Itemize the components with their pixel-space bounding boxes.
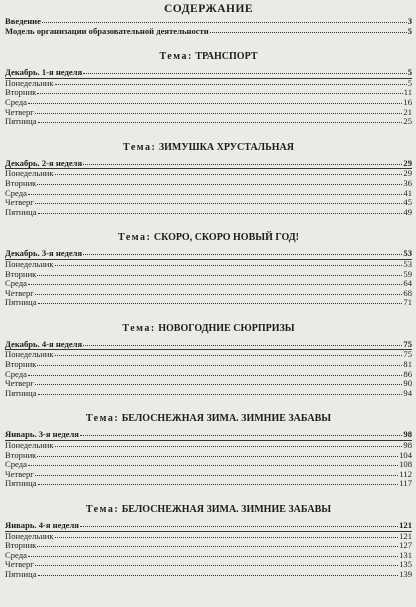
section-theme-heading: [5, 46, 412, 68]
toc-day-entry[interactable]: [5, 270, 412, 280]
dot-leader: [38, 302, 403, 304]
toc-entry-page: 90: [403, 378, 412, 389]
toc-day-entry[interactable]: [5, 541, 412, 551]
toc-entry-label: Понедельник: [5, 168, 54, 179]
section-theme-heading: [5, 137, 412, 159]
toc-day-entry[interactable]: [5, 350, 412, 360]
toc-day-entry[interactable]: [5, 198, 412, 208]
toc-entry-model[interactable]: [5, 27, 412, 37]
toc-entry-page: 75: [403, 349, 412, 360]
toc-week-entry[interactable]: [5, 521, 412, 532]
toc-entry-page: 36: [403, 177, 412, 188]
toc-day-entry[interactable]: [5, 298, 412, 308]
toc-day-entry[interactable]: [5, 570, 412, 580]
theme-name: ЗИМУШКА ХРУСТАЛЬНАЯ: [158, 141, 294, 153]
theme-name: БЕЛОСНЕЖНАЯ ЗИМА. ЗИМНИЕ ЗАБАВЫ: [121, 504, 332, 515]
theme-name: СКОРО, СКОРО НОВЫЙ ГОД!: [153, 232, 299, 244]
toc-entry-label: Понедельник: [5, 530, 54, 541]
toc-day-entry[interactable]: [5, 79, 412, 89]
toc-day-entry[interactable]: [5, 451, 412, 461]
toc-week-entry[interactable]: [5, 159, 412, 170]
toc-entry-label: Среда: [5, 96, 27, 107]
dot-leader: [37, 364, 402, 366]
toc-day-entry[interactable]: [5, 389, 412, 399]
toc-section: [5, 137, 412, 218]
toc-day-entry[interactable]: [5, 370, 412, 380]
dot-leader: [35, 293, 403, 295]
toc-entry-label: Январь. 4-я неделя: [5, 520, 79, 530]
toc-entry-page: 59: [403, 268, 412, 279]
dot-leader: [35, 564, 398, 566]
toc-entry-label: Среда: [5, 459, 27, 470]
dot-leader: [35, 474, 399, 476]
theme-prefix: Тема:: [159, 51, 193, 63]
toc-day-entry[interactable]: [5, 289, 412, 299]
toc-day-entry[interactable]: [5, 441, 412, 451]
toc-entry-page: 117: [399, 478, 412, 489]
toc-entry-page: 41: [403, 187, 412, 198]
toc-entry-label: Декабрь. 1-я неделя: [5, 67, 83, 78]
toc-entry-label: Пятница: [5, 206, 37, 217]
toc-entry-page: 71: [403, 297, 412, 308]
toc-entry-page: 21: [403, 106, 412, 117]
toc-day-entry[interactable]: [5, 98, 412, 108]
toc-day-entry[interactable]: [5, 470, 412, 480]
toc-entry-label: Четверг: [5, 468, 34, 479]
dot-leader: [55, 83, 407, 85]
toc-day-entry[interactable]: [5, 551, 412, 561]
section-theme-heading: [5, 408, 412, 430]
toc-entry-page: 16: [403, 96, 412, 107]
dot-leader: [38, 393, 403, 395]
toc-entry-page: 112: [399, 468, 412, 479]
toc-entry-page: 11: [403, 87, 412, 98]
toc-entry-label: Пятница: [5, 116, 37, 127]
toc-entry-label: Пятница: [5, 387, 37, 398]
section-theme-heading: [5, 227, 412, 249]
dot-leader: [42, 21, 407, 23]
toc-entry-page: 75: [403, 338, 412, 349]
theme-name: НОВОГОДНИЕ СЮРПРИЗЫ: [158, 322, 295, 334]
dot-leader: [28, 193, 402, 195]
toc-day-entry[interactable]: [5, 189, 412, 199]
toc-entry-page: 131: [399, 549, 412, 560]
toc-day-entry[interactable]: [5, 379, 412, 389]
toc-entry-label: Пятница: [5, 568, 37, 579]
toc-section: [5, 46, 412, 127]
theme-prefix: Тема:: [122, 322, 156, 334]
toc-entry-page: 104: [399, 449, 412, 460]
toc-entry-label: Среда: [5, 278, 27, 289]
toc-entry-label: Вторник: [5, 268, 37, 279]
toc-week-entry[interactable]: [5, 68, 412, 79]
toc-entry-page: 5: [407, 25, 412, 36]
dot-leader: [38, 121, 403, 123]
toc-entry-page: 49: [403, 206, 412, 217]
theme-prefix: Тема:: [85, 504, 120, 515]
toc-week-entry[interactable]: [5, 340, 412, 351]
toc-entry-label: Декабрь. 4-я неделя: [5, 338, 83, 349]
contents-title: СОДЕРЖАНИЕ: [163, 3, 254, 15]
dot-leader: [37, 274, 402, 276]
toc-entry-page: 94: [403, 387, 412, 398]
toc-entry-label: Вторник: [5, 87, 37, 98]
toc-entry-page: 68: [403, 287, 412, 298]
toc-entry-label: Среда: [5, 368, 27, 379]
toc-day-entry[interactable]: [5, 117, 412, 127]
toc-entry-label: Понедельник: [5, 440, 54, 451]
dot-leader: [55, 445, 403, 447]
theme-prefix: Тема:: [118, 232, 152, 244]
dot-leader: [35, 383, 403, 385]
toc-day-entry[interactable]: [5, 360, 412, 370]
toc-entry-label: Понедельник: [5, 258, 54, 269]
toc-day-entry[interactable]: [5, 279, 412, 289]
dot-leader: [38, 212, 403, 214]
intro-list: [5, 17, 412, 36]
toc-entry-page: 64: [403, 278, 412, 289]
toc-day-entry[interactable]: [5, 88, 412, 98]
theme-prefix: Тема:: [85, 413, 120, 425]
dot-leader: [37, 92, 402, 94]
theme-prefix: Тема:: [123, 141, 157, 153]
toc-entry-label: Введение: [5, 16, 41, 26]
toc-entry-page: 53: [403, 248, 412, 259]
toc-entry-label: Четверг: [5, 287, 34, 298]
toc-entry-label: Четверг: [5, 197, 34, 208]
dot-leader: [55, 264, 403, 266]
toc-entry-label: Понедельник: [5, 349, 54, 360]
toc-entry-page: 45: [403, 197, 412, 208]
toc-entry-label: Среда: [5, 187, 27, 198]
toc-day-entry[interactable]: [5, 179, 412, 189]
toc-entry-page: 135: [399, 559, 412, 570]
toc-week-entry[interactable]: [5, 249, 412, 260]
toc-entry-label: Вторник: [5, 449, 37, 460]
toc-entry-page: 29: [403, 157, 412, 168]
toc-entry-label: Декабрь. 3-я неделя: [5, 248, 83, 259]
toc-entry-page: 139: [399, 568, 412, 579]
toc-entry-label: Пятница: [5, 297, 37, 308]
toc-sections: [5, 46, 412, 579]
toc-entry-page: 3: [407, 16, 412, 26]
dot-leader: [37, 455, 398, 457]
toc-entry-page: 98: [403, 429, 412, 440]
toc-day-entry[interactable]: [5, 108, 412, 118]
dot-leader: [37, 545, 398, 547]
toc-section: [5, 499, 412, 580]
toc-entry-label: Четверг: [5, 559, 34, 570]
dot-leader: [35, 112, 403, 114]
toc-entry-page: 5: [407, 67, 412, 78]
theme-name: ТРАНСПОРТ: [195, 51, 258, 63]
dot-leader: [37, 183, 402, 185]
dot-leader: [83, 344, 402, 346]
dot-leader: [28, 555, 398, 557]
toc-entry-label: Модель организации образовательной деятельности: [5, 25, 209, 36]
dot-leader: [38, 574, 399, 576]
dot-leader: [55, 354, 403, 356]
toc-entry-page: 127: [399, 540, 412, 551]
toc-entry-page: 108: [399, 459, 412, 470]
dot-leader: [28, 464, 398, 466]
toc-section: [5, 408, 412, 489]
toc-entry-page: 98: [403, 440, 412, 451]
toc-entry-page: 86: [403, 368, 412, 379]
dot-leader: [210, 31, 407, 33]
section-theme-heading: [5, 499, 412, 521]
dot-leader: [55, 536, 399, 538]
toc-day-entry[interactable]: [5, 479, 412, 489]
dot-leader: [38, 483, 399, 485]
toc-entry-label: Понедельник: [5, 77, 54, 88]
toc-day-entry[interactable]: [5, 460, 412, 470]
section-theme-heading: [5, 318, 412, 340]
toc-entry-page: 25: [403, 116, 412, 127]
toc-entry-page: 81: [403, 359, 412, 370]
toc-entry-label: Декабрь. 2-я неделя: [5, 157, 83, 168]
toc-entry-page: 53: [403, 258, 412, 269]
toc-section: [5, 227, 412, 308]
toc-entry-label: Четверг: [5, 106, 34, 117]
toc-entry-label: Январь. 3-я неделя: [5, 429, 79, 440]
toc-entry-label: Четверг: [5, 378, 34, 389]
toc-entry-page: 121: [399, 530, 412, 541]
toc-day-entry[interactable]: [5, 260, 412, 270]
toc-day-entry[interactable]: [5, 169, 412, 179]
toc-entry-page: 121: [399, 520, 412, 530]
toc-day-entry[interactable]: [5, 560, 412, 570]
toc-day-entry[interactable]: [5, 532, 412, 542]
toc-entry-label: Среда: [5, 549, 27, 560]
toc-entry-page: 5: [407, 77, 412, 88]
dot-leader: [83, 72, 407, 74]
dot-leader: [80, 434, 402, 436]
dot-leader: [28, 283, 402, 285]
toc-section: [5, 318, 412, 399]
contents-page: [0, 1, 416, 607]
toc-day-entry[interactable]: [5, 208, 412, 218]
toc-entry-label: Вторник: [5, 540, 37, 551]
dot-leader: [83, 253, 402, 255]
toc-entry-label: Пятница: [5, 478, 37, 489]
dot-leader: [80, 525, 398, 527]
toc-week-entry[interactable]: [5, 430, 412, 441]
dot-leader: [83, 163, 402, 165]
toc-entry-page: 29: [403, 168, 412, 179]
toc-entry-label: Вторник: [5, 177, 37, 188]
dot-leader: [28, 102, 402, 104]
theme-name: БЕЛОСНЕЖНАЯ ЗИМА. ЗИМНИЕ ЗАБАВЫ: [121, 413, 332, 425]
dot-leader: [28, 374, 402, 376]
dot-leader: [55, 173, 403, 175]
toc-entry-label: Вторник: [5, 359, 37, 370]
dot-leader: [35, 202, 403, 204]
